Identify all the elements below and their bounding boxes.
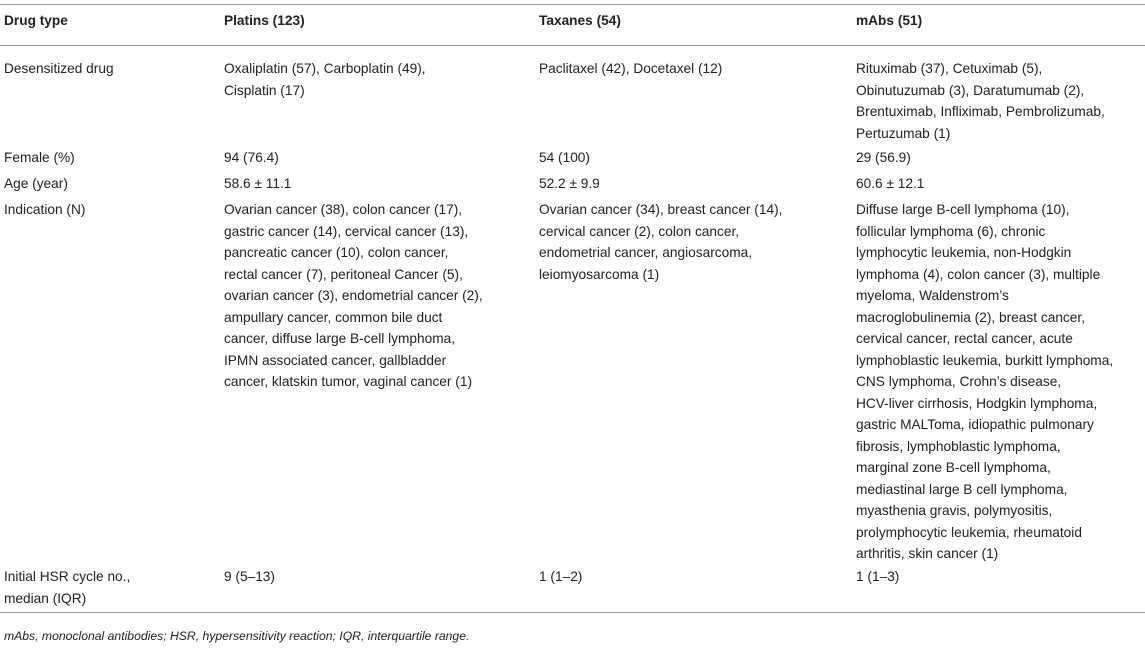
- platins-cell: 9 (5–13): [224, 569, 275, 584]
- row-label: Desensitized drug: [4, 61, 114, 76]
- header-rule: [0, 45, 1145, 46]
- mabs-cell: 1 (1–3): [856, 569, 900, 584]
- header-platins: Platins (123): [224, 13, 305, 28]
- row-label: Initial HSR cycle no., median (IQR): [4, 569, 131, 606]
- taxanes-cell: Ovarian cancer (34), breast cancer (14), cervical cancer (2), colon cancer, endometrial cancer, angiosarcoma, leiomyosarcoma (1): [539, 202, 783, 282]
- mabs-cell: Rituximab (37), Cetuximab (5), Obinutuzumab (3), Daratumumab (2), Brentuximab, Infliximab, Pembrolizumab, Pertuzumab (1): [856, 61, 1105, 141]
- row-label: Age (year): [4, 176, 68, 191]
- table-top-rule: [0, 4, 1145, 5]
- platins-cell: Ovarian cancer (38), colon cancer (17), gastric cancer (14), cervical cancer (13), pancreatic cancer (10), colon cancer, rectal cancer (7), peritoneal Cancer (5), ovarian cancer (3), endometrial cancer (2), ampullary cancer, common bile duct cancer, diffuse large B-cell lymphoma, IPMN associated cancer, gallbladder cancer, klatskin tumor, vaginal cancer (1): [224, 202, 483, 389]
- table-bottom-rule: [0, 612, 1145, 613]
- header-mabs: mAbs (51): [856, 13, 923, 28]
- platins-cell: 94 (76.4): [224, 150, 279, 165]
- header-taxanes: Taxanes (54): [539, 13, 621, 28]
- taxanes-cell: 1 (1–2): [539, 569, 583, 584]
- taxanes-cell: 54 (100): [539, 150, 590, 165]
- row-label: Indication (N): [4, 202, 86, 217]
- mabs-cell: 29 (56.9): [856, 150, 911, 165]
- taxanes-cell: Paclitaxel (42), Docetaxel (12): [539, 61, 723, 76]
- mabs-cell: Diffuse large B-cell lymphoma (10), follicular lymphoma (6), chronic lymphocytic leukemia, non-Hodgkin lymphoma (4), colon cancer (3), multiple myeloma, Waldenstrom’s macroglobulinemia (2), breast cancer, cervical cancer, rectal cancer, acute lymphoblastic leukemia, burkitt lymphoma, CNS lymphoma, Crohn’s disease, HCV-liver cirrhosis, Hodgkin lymphoma, gastric MALToma, idiopathic pulmonary fibrosis, lymphoblastic lymphoma, marginal zone B-cell lymphoma, mediastinal large B cell lymphoma, myasthenia gravis, polymyositis, prolymphocytic leukemia, rheumatoid arthritis, skin cancer (1): [856, 202, 1114, 561]
- platins-cell: 58.6 ± 11.1: [224, 176, 292, 191]
- header-drug-type: Drug type: [4, 13, 68, 28]
- table-footnote: mAbs, monoclonal antibodies; HSR, hypersensitivity reaction; IQR, interquartile range.: [4, 629, 470, 643]
- mabs-cell: 60.6 ± 12.1: [856, 176, 925, 191]
- platins-cell: Oxaliplatin (57), Carboplatin (49), Cisplatin (17): [224, 61, 426, 98]
- row-label: Female (%): [4, 150, 75, 165]
- taxanes-cell: 52.2 ± 9.9: [539, 176, 600, 191]
